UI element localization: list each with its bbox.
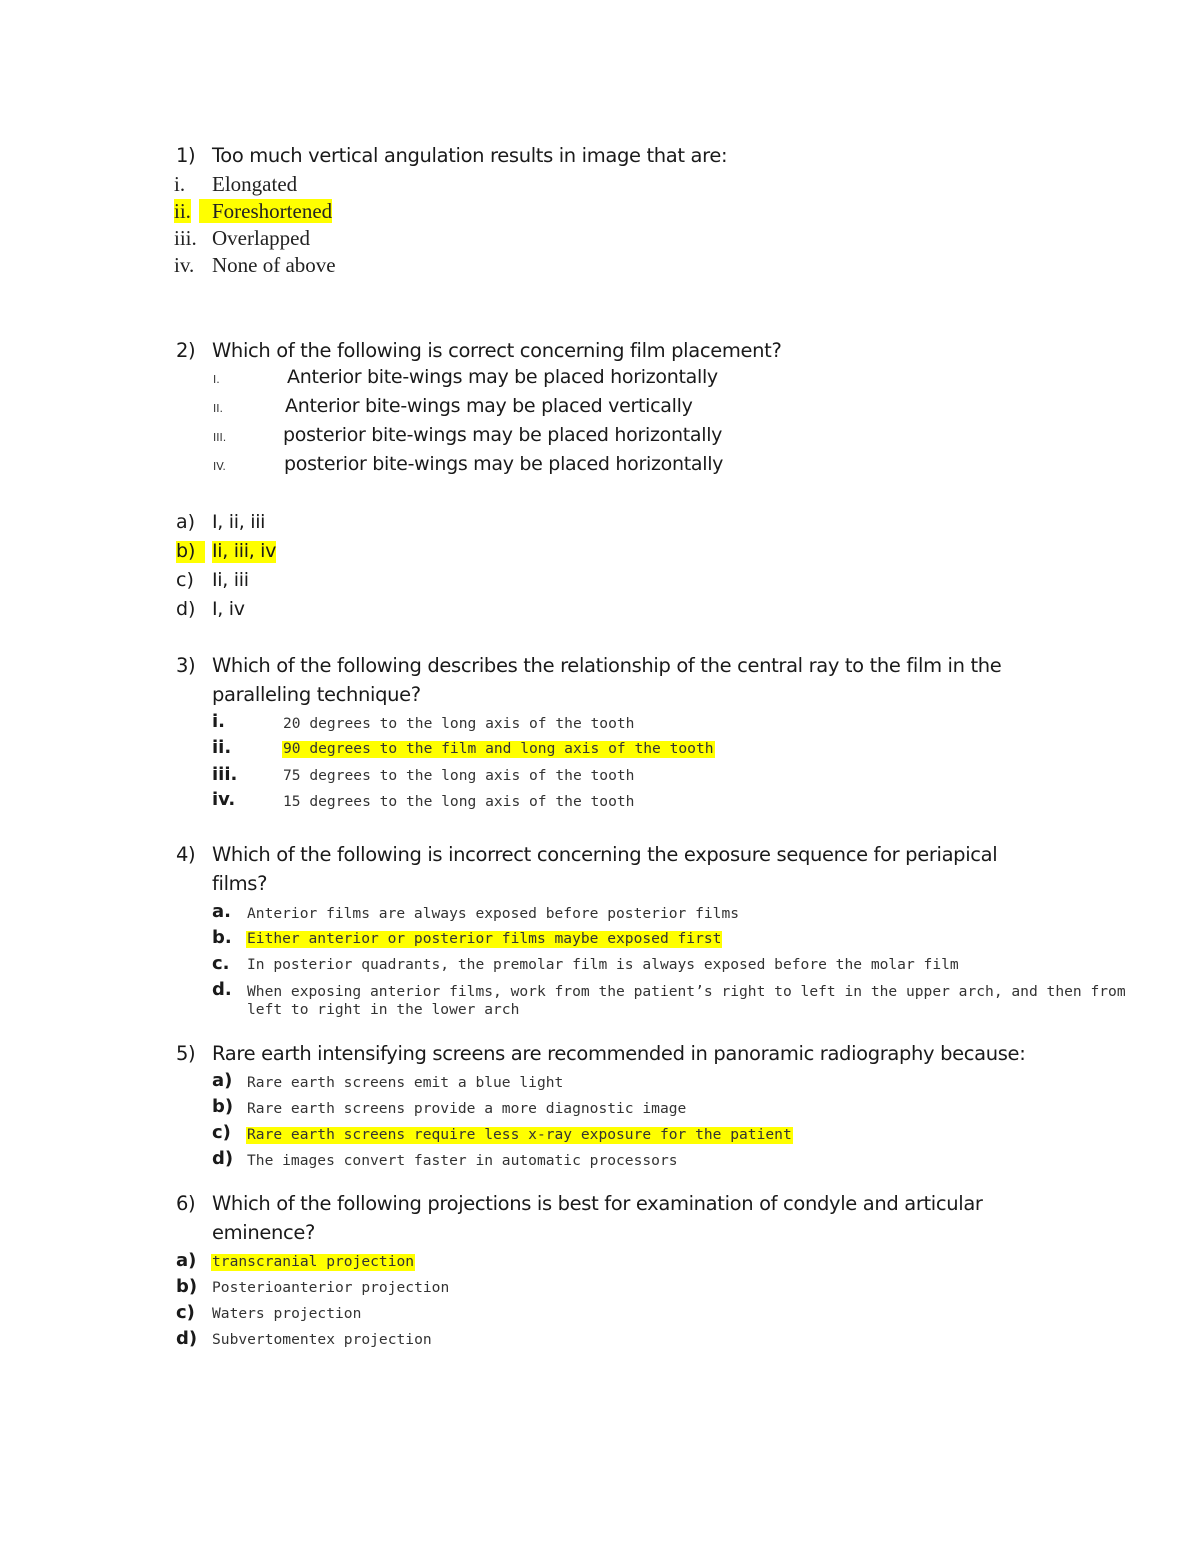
option-text-continued: left to right in the lower arch: [247, 1001, 520, 1018]
question-text: paralleling technique?: [212, 683, 421, 706]
option-text: 15 degrees to the long axis of the tooth: [283, 793, 635, 810]
option-label: b): [176, 1276, 198, 1297]
option-label: d.: [212, 979, 232, 1000]
option-text: Subvertomentex projection: [212, 1331, 432, 1348]
option-label: iii.: [174, 226, 197, 250]
option-label: a.: [212, 901, 231, 922]
question-text: Which of the following is incorrect concerning the exposure sequence for periapical: [212, 843, 998, 866]
statement-label: III.: [213, 431, 227, 444]
option-label: b): [176, 541, 205, 563]
option-text: Rare earth screens emit a blue light: [247, 1074, 564, 1091]
statement-text: Anterior bite-wings may be placed vertically: [285, 395, 693, 417]
option-text: In posterior quadrants, the premolar film is always exposed before the molar film: [247, 956, 959, 973]
option-text: Posterioanterior projection: [212, 1279, 450, 1296]
option-text-highlighted: Rare earth screens require less x-ray exposure for the patient: [247, 1126, 792, 1143]
question-text: Too much vertical angulation results in image that are:: [212, 144, 728, 167]
statement-text: posterior bite-wings may be placed horizontally: [284, 453, 724, 475]
option-label: c): [212, 1122, 231, 1143]
option-text-highlighted: 90 degrees to the film and long axis of the tooth: [283, 740, 714, 757]
option-label: iii.: [212, 764, 238, 785]
option-label: c): [176, 569, 194, 591]
option-label: iv.: [212, 789, 236, 810]
option-text: Elongated: [212, 172, 298, 196]
option-label: d): [176, 1328, 198, 1349]
option-text: The images convert faster in automatic processors: [247, 1152, 678, 1169]
option-text: Rare earth screens provide a more diagnostic image: [247, 1100, 687, 1117]
option-text: When exposing anterior films, work from the patient’s right to left in the upper arch, and then from: [247, 983, 1126, 1000]
option-text: I, iv: [212, 598, 245, 620]
option-label: ii.: [174, 199, 191, 223]
option-text-highlighted: Ii, iii, iv: [212, 540, 277, 562]
statement-label: IV.: [213, 460, 226, 473]
option-label: c.: [212, 953, 230, 974]
question-text: eminence?: [212, 1221, 316, 1244]
option-text: Waters projection: [212, 1305, 362, 1322]
statement-text: posterior bite-wings may be placed horizontally: [283, 424, 723, 446]
option-label: ii.: [212, 737, 232, 758]
option-label: d): [176, 598, 196, 620]
question-text: Which of the following describes the relationship of the central ray to the film in the: [212, 654, 1002, 677]
option-label: b): [212, 1096, 234, 1117]
question-text: Rare earth intensifying screens are recommended in panoramic radiography because:: [212, 1042, 1026, 1065]
option-text: 20 degrees to the long axis of the tooth: [283, 715, 635, 732]
option-label: d): [212, 1148, 234, 1169]
question-text: Which of the following is correct concerning film placement?: [212, 339, 782, 362]
option-label: c): [176, 1302, 195, 1323]
statement-label: I.: [213, 373, 220, 386]
question-number: 5): [176, 1042, 196, 1065]
option-text: Ii, iii: [212, 569, 249, 591]
question-number: 6): [176, 1192, 196, 1215]
option-label: b.: [212, 927, 232, 948]
statement-label: II.: [213, 402, 223, 415]
option-text: I, ii, iii: [212, 511, 266, 533]
option-label: i.: [174, 172, 186, 196]
option-label: iv.: [174, 253, 195, 277]
option-label: a): [176, 1250, 197, 1271]
option-text: 75 degrees to the long axis of the tooth: [283, 767, 635, 784]
question-number: 2): [176, 339, 196, 362]
option-text-highlighted: transcranial projection: [212, 1253, 415, 1270]
option-text: Anterior films are always exposed before posterior films: [247, 905, 740, 922]
question-text: films?: [212, 872, 268, 895]
option-text: Overlapped: [212, 226, 310, 250]
question-number: 3): [176, 654, 196, 677]
statement-text: Anterior bite-wings may be placed horizontally: [287, 366, 718, 388]
option-text-highlighted: Foreshortened: [199, 199, 332, 223]
option-label: a): [176, 511, 196, 533]
question-text: Which of the following projections is best for examination of condyle and articular: [212, 1192, 983, 1215]
question-number: 1): [176, 144, 196, 167]
option-label: i.: [212, 711, 226, 732]
option-label: a): [212, 1070, 233, 1091]
option-text: None of above: [212, 253, 336, 277]
question-number: 4): [176, 843, 196, 866]
option-text-highlighted: Either anterior or posterior films maybe exposed first: [247, 930, 722, 947]
